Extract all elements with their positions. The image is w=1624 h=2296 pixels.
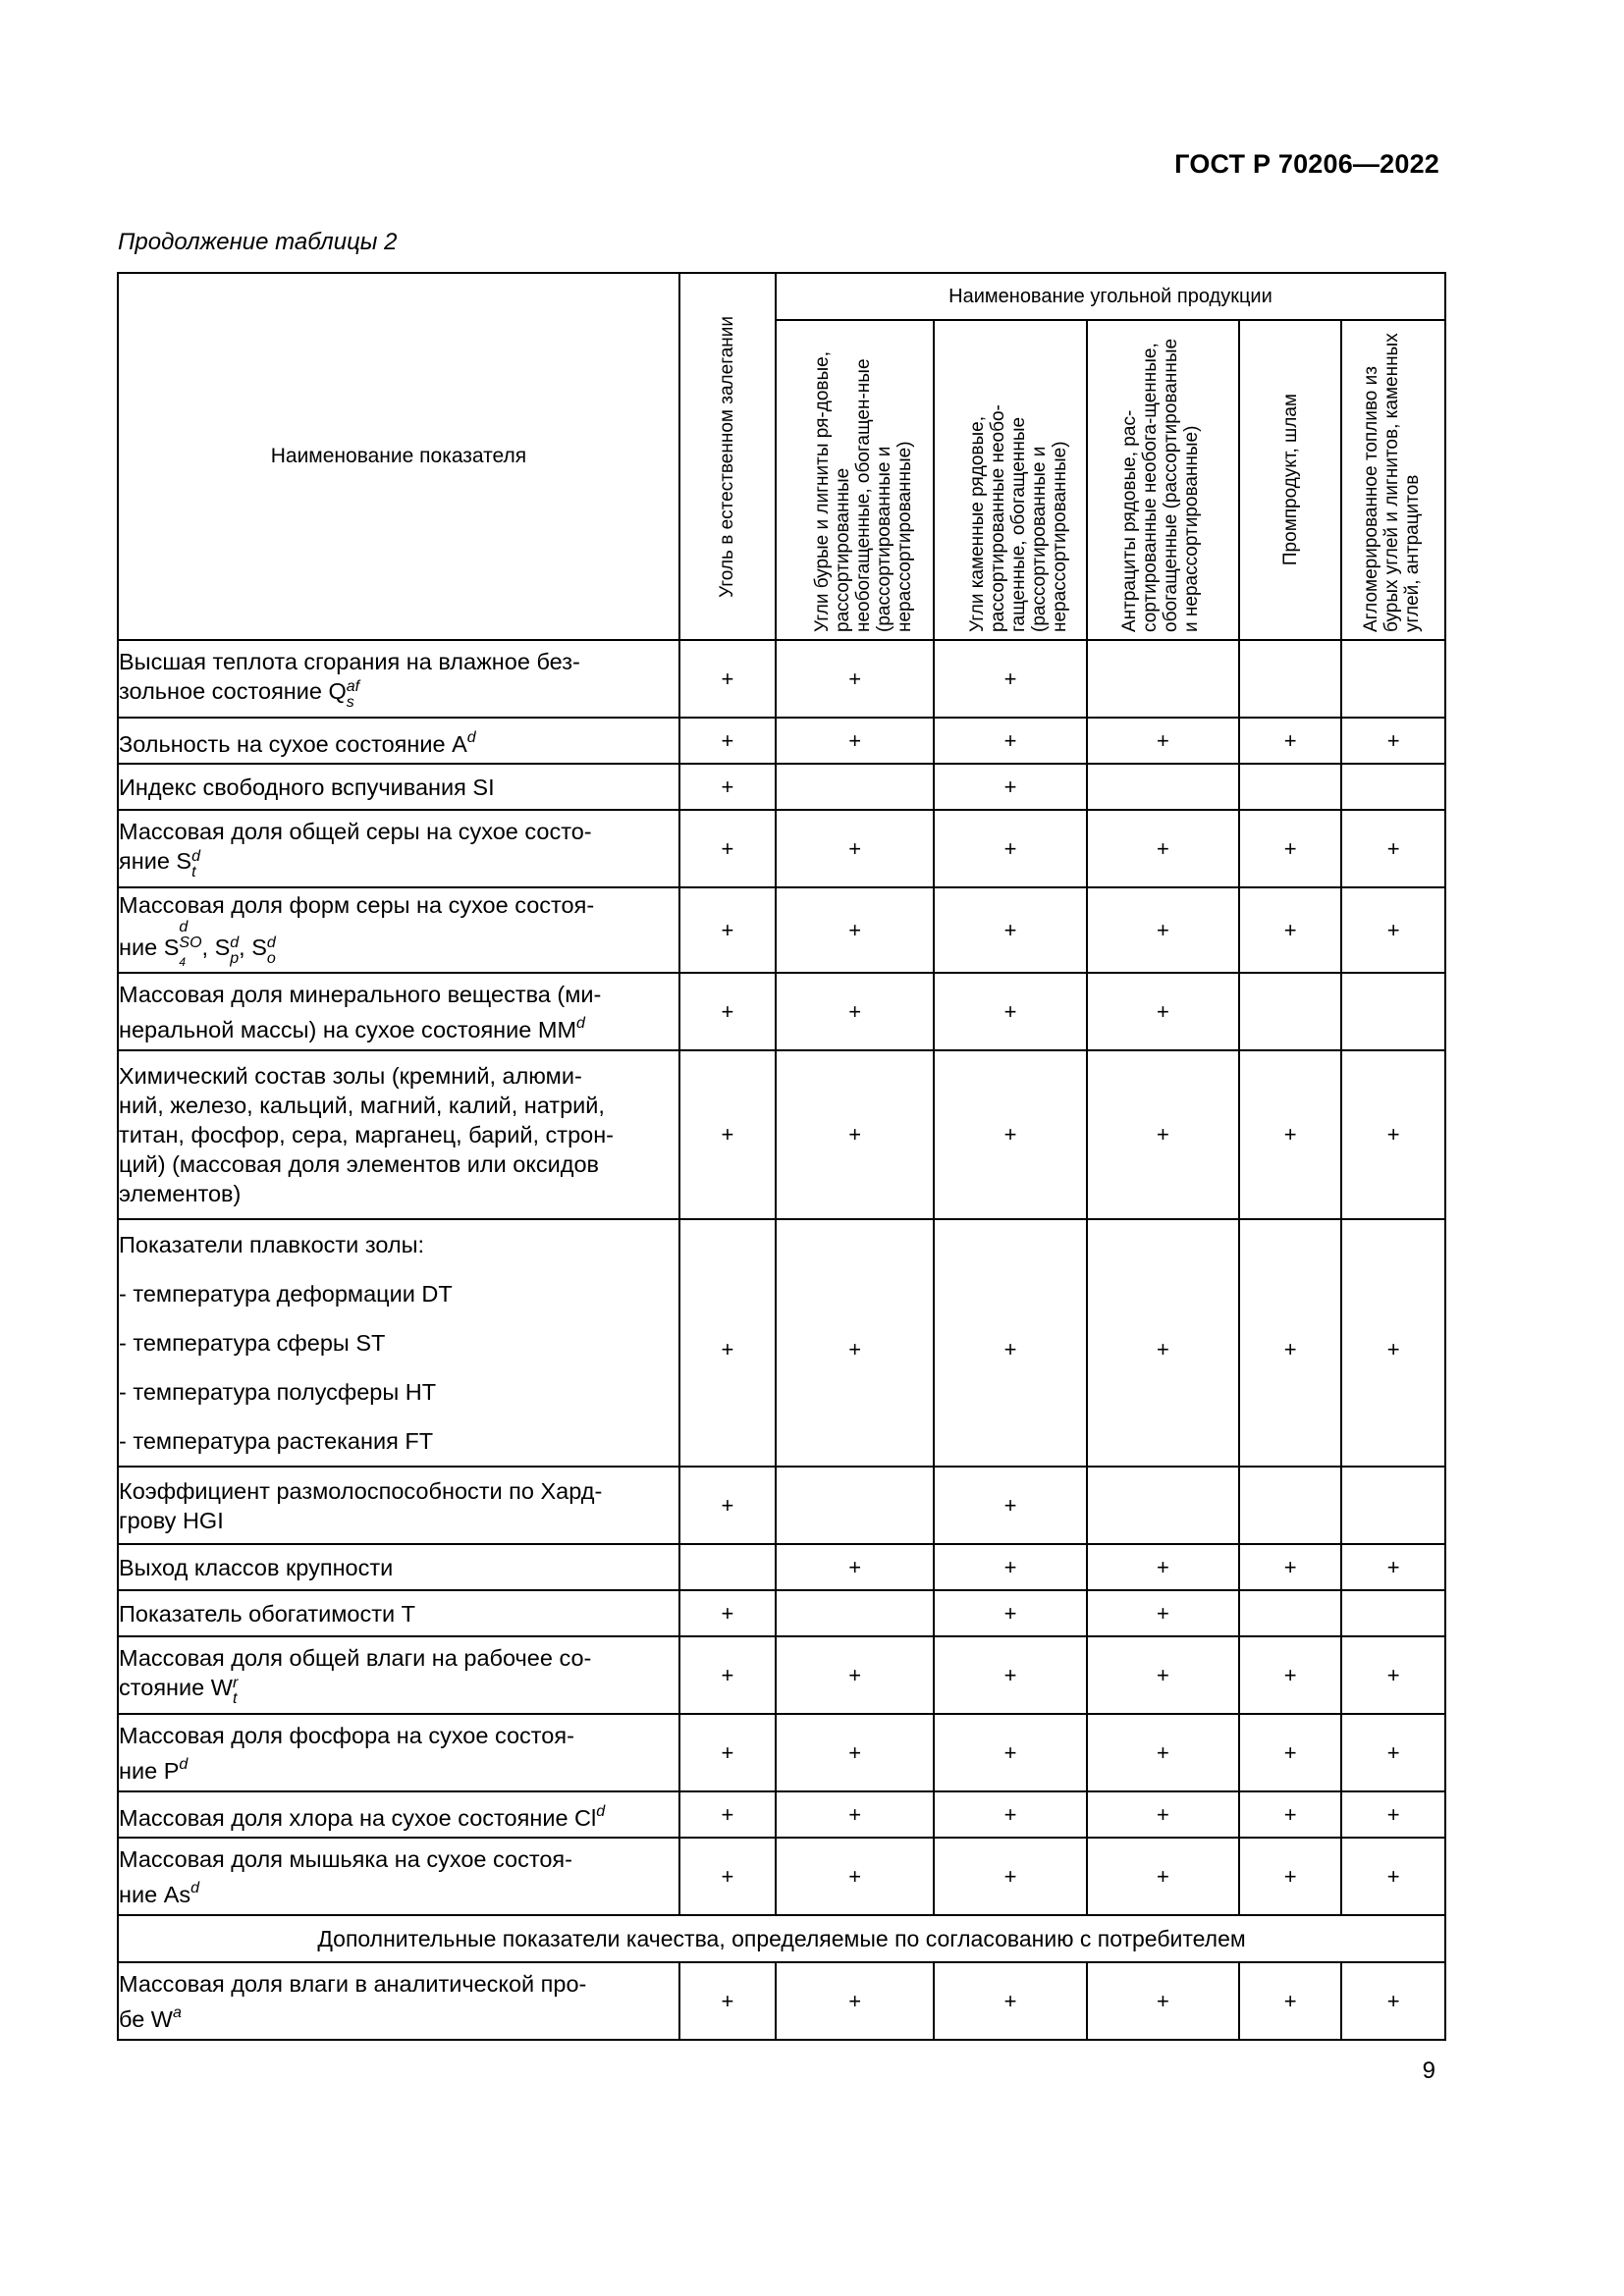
mark-cell: + (1087, 1838, 1239, 1915)
indicator-name-line: элементов) (119, 1181, 242, 1206)
header-hard-coal-text: Угли каменные рядовые, рассортированные необо-гащенные, обогащенные (рассортированные и нерассортированные) (967, 404, 1071, 632)
mark-cell: + (1341, 1050, 1445, 1219)
symbol-sub: p (230, 950, 240, 967)
table-row (118, 810, 1445, 887)
symbol-sup: d (596, 1802, 606, 1820)
symbol-indices (191, 849, 200, 881)
mark-cell: + (1087, 1544, 1239, 1590)
symbol-sup: d (191, 848, 201, 865)
indicator-name: Массовая доля форм серы на сухое состоя- ние S d SO 4 , S d p , S d o (118, 887, 679, 973)
table-row (118, 1219, 1445, 1467)
symbol-indices (267, 935, 276, 967)
mark-cell: + (776, 887, 934, 973)
mark-cell: + (934, 1467, 1086, 1544)
mark-cell (1239, 1467, 1341, 1544)
mark-cell: + (1341, 718, 1445, 764)
mark-cell (1087, 1467, 1239, 1544)
mark-cell: + (679, 810, 776, 887)
mark-cell: + (1239, 1219, 1341, 1467)
symbol-sup: d (230, 934, 240, 951)
table-row (118, 1544, 1445, 1590)
header-middlings (1239, 320, 1341, 640)
indicator-name-line: неральной массы) на сухое состояние MM (119, 1016, 577, 1042)
indicator-name (118, 718, 679, 764)
mark-cell: + (1087, 718, 1239, 764)
header-indicator-name: Наименование показателя (118, 273, 679, 640)
header-anthracite-text: Антрациты рядовые, рас-сортированные необога-щенные, обогащенные (рассортированные и нерассортированные) (1119, 338, 1203, 632)
mark-cell (776, 1467, 934, 1544)
mark-cell: + (776, 1838, 934, 1915)
indicators-table (117, 272, 1446, 2041)
mark-cell: + (1341, 1791, 1445, 1838)
indicator-name-line: Показатели плавкости золы: (119, 1232, 425, 1257)
table-row (118, 1791, 1445, 1838)
mark-cell: + (1239, 1050, 1341, 1219)
mark-cell (1239, 973, 1341, 1050)
indicator-name (118, 640, 679, 718)
mark-cell: + (679, 1050, 776, 1219)
indicator-name-line: ний, железо, кальций, магний, калий, натрий, (119, 1093, 605, 1118)
section-header: Дополнительные показатели качества, определяемые по согласованию с потребителем (118, 1915, 1445, 1962)
mark-cell: + (776, 1544, 934, 1590)
symbol-indices (179, 920, 201, 970)
table-row (118, 1050, 1445, 1219)
mark-cell: + (934, 887, 1086, 973)
table-row (118, 640, 1445, 718)
mark-cell: + (679, 1219, 776, 1467)
mark-cell: + (934, 1962, 1086, 2040)
table-row (118, 1467, 1445, 1544)
mark-cell: + (1087, 1219, 1239, 1467)
mark-cell: + (1087, 1791, 1239, 1838)
indicator-name (118, 1219, 679, 1467)
symbol-sup: af (346, 678, 360, 695)
mark-cell: + (934, 1219, 1086, 1467)
mark-cell: + (1341, 1838, 1445, 1915)
mark-cell: + (1341, 1714, 1445, 1791)
mark-cell: + (679, 1636, 776, 1714)
mark-cell: + (1341, 1962, 1445, 2040)
mark-cell: + (1341, 1544, 1445, 1590)
symbol-sub (179, 935, 201, 970)
mark-cell (1239, 640, 1341, 718)
indicator-name-line: Коэффициент размолоспособности по Хард- (119, 1477, 603, 1504)
table-caption: Продолжение таблицы 2 (118, 229, 398, 255)
symbol-sub-part: SO (179, 934, 202, 951)
mark-cell: + (934, 1791, 1086, 1838)
mark-cell: + (1239, 1962, 1341, 2040)
symbol-sup: d (179, 1755, 189, 1773)
table-row (118, 1636, 1445, 1714)
mark-cell: + (1087, 973, 1239, 1050)
header-product-group: Наименование угольной продукции (776, 273, 1445, 320)
mark-cell: + (679, 1590, 776, 1636)
mark-cell: + (1239, 1714, 1341, 1791)
mark-cell: + (776, 1636, 934, 1714)
indicator-name: Выход классов крупности (118, 1544, 679, 1590)
mark-cell (1087, 764, 1239, 810)
symbol-indices (230, 935, 239, 967)
indicator-name-line: титан, фосфор, сера, марганец, барий, строн- (119, 1122, 615, 1148)
table-head (118, 273, 1445, 640)
indicator-name-line: зольное состояние Q (119, 678, 347, 704)
header-coal-seam (679, 273, 776, 640)
mark-cell: + (934, 1544, 1086, 1590)
table-row (118, 1590, 1445, 1636)
symbol-sup: a (172, 2003, 182, 2021)
mark-cell: + (776, 718, 934, 764)
header-agglomerated-fuel-text: Агломерированное топливо из бурых углей и лигнитов, каменных углей, антрацитов (1361, 333, 1424, 632)
mark-cell: + (1087, 1050, 1239, 1219)
indicator-name-text: Зольность на сухое состояние A (119, 730, 467, 757)
indicator-name-line: яние S (119, 848, 192, 874)
mark-cell: + (1087, 1962, 1239, 2040)
mark-cell: + (776, 1962, 934, 2040)
page-number: 9 (1422, 2057, 1435, 2084)
header-hard-coal (934, 320, 1086, 640)
mark-cell: + (1239, 1544, 1341, 1590)
indicator-name-line: Массовая доля общей серы на сухое состо- (119, 819, 592, 844)
mark-cell: + (679, 1791, 776, 1838)
mark-cell: + (679, 718, 776, 764)
header-brown-coal-text: Угли бурые и лигниты ря-довые, рассортированные необогащенные, обогащен-ные (рассортированные и нерассортированные) (811, 350, 915, 632)
symbol-sup: d (266, 934, 276, 951)
symbol-sub: t (191, 864, 196, 881)
mark-cell: + (776, 810, 934, 887)
table-row (118, 718, 1445, 764)
mark-cell: + (1239, 1636, 1341, 1714)
mark-cell (1239, 1590, 1341, 1636)
mark-cell: + (934, 1838, 1086, 1915)
indicator-name: Индекс свободного вспучивания SI (118, 764, 679, 810)
header-brown-coal (776, 320, 934, 640)
mark-cell: + (1239, 718, 1341, 764)
symbol-indices (233, 1676, 238, 1707)
mark-cell (1341, 764, 1445, 810)
table-row (118, 973, 1445, 1050)
header-middlings-text: Промпродукт, шлам (1279, 394, 1301, 566)
mark-cell (1087, 640, 1239, 718)
mark-cell: + (776, 640, 934, 718)
mark-cell: + (776, 973, 934, 1050)
melt-item: - температура полусферы HT (119, 1379, 437, 1405)
mark-cell: + (934, 810, 1086, 887)
mark-cell: + (934, 1050, 1086, 1219)
mark-cell: + (1087, 887, 1239, 973)
indicator-name-line: Массовая доля минерального вещества (ми- (119, 981, 602, 1007)
indicator-name-line: Химический состав золы (кремний, алюми- (119, 1063, 582, 1089)
mark-cell: + (1239, 887, 1341, 973)
indicator-name-text: Массовая доля хлора на сухое состояние Cl (119, 1804, 597, 1831)
indicator-name-line: Массовая доля мышьяка на сухое состоя- (119, 1845, 572, 1872)
mark-cell: + (934, 1636, 1086, 1714)
mark-cell: + (1087, 810, 1239, 887)
mark-cell (679, 1544, 776, 1590)
mark-cell (1341, 1590, 1445, 1636)
mark-cell: + (934, 640, 1086, 718)
mark-cell: + (776, 1714, 934, 1791)
mark-cell: + (679, 1962, 776, 2040)
header-anthracite (1087, 320, 1239, 640)
mark-cell: + (1239, 810, 1341, 887)
mark-cell: + (1087, 1636, 1239, 1714)
symbol-sub: t (232, 1690, 238, 1707)
indicator-name-line: стояние W (119, 1675, 233, 1700)
indicator-name-line: Массовая доля общей влаги на рабочее со- (119, 1645, 592, 1671)
indicator-name: Показатель обогатимости T (118, 1590, 679, 1636)
table-row (118, 1962, 1445, 2040)
table-row (118, 1838, 1445, 1915)
mark-cell: + (1341, 1636, 1445, 1714)
indicator-name-line: ние As (119, 1881, 191, 1907)
mark-cell: + (934, 718, 1086, 764)
mark-cell: + (679, 764, 776, 810)
indicator-name-line: Массовая доля форм серы на сухое состоя- (119, 892, 595, 918)
table-row (118, 887, 1445, 973)
mark-cell: + (934, 973, 1086, 1050)
indicator-name (118, 1714, 679, 1791)
header-agglomerated-fuel (1341, 320, 1445, 640)
symbol-sub-index: 4 (179, 955, 187, 969)
symbol-sup: d (576, 1014, 585, 1032)
mark-cell: + (679, 973, 776, 1050)
melt-item: - температура сферы ST (119, 1330, 386, 1356)
mark-cell: + (1341, 1219, 1445, 1467)
symbol-sub: s (346, 694, 354, 711)
melt-item: - температура деформации DT (119, 1281, 453, 1307)
mark-cell: + (776, 1050, 934, 1219)
symbol-sup: d (466, 728, 476, 746)
table-body (118, 640, 1445, 2040)
indicator-name-line: Массовая доля влаги в аналитической про- (119, 1970, 587, 1997)
indicator-name (118, 1791, 679, 1838)
mark-cell (776, 1590, 934, 1636)
melt-item: - температура растекания FT (119, 1428, 434, 1454)
symbol-sup: d (179, 919, 189, 935)
mark-cell: + (934, 1714, 1086, 1791)
indicator-name (118, 973, 679, 1050)
indicator-name (118, 1962, 679, 2040)
mark-cell (1239, 764, 1341, 810)
mark-cell: + (934, 764, 1086, 810)
mark-cell: + (679, 1838, 776, 1915)
symbol-sub: o (266, 950, 276, 967)
mark-cell: + (679, 640, 776, 718)
indicator-name-line: ций) (массовая доля элементов или оксидов (119, 1151, 600, 1177)
indicator-name-line: Массовая доля фосфора на сухое состоя- (119, 1722, 574, 1748)
mark-cell: + (776, 1219, 934, 1467)
document-standard-code: ГОСТ Р 70206—2022 (1174, 149, 1439, 179)
mark-cell: + (934, 1590, 1086, 1636)
indicator-name (118, 810, 679, 887)
indicator-name (118, 1838, 679, 1915)
mark-cell (1341, 973, 1445, 1050)
mark-cell (776, 764, 934, 810)
indicator-name (118, 1050, 679, 1219)
mark-cell: + (776, 1791, 934, 1838)
mark-cell: + (679, 1714, 776, 1791)
mark-cell (1341, 640, 1445, 718)
indicator-name (118, 1636, 679, 1714)
mark-cell: + (1341, 887, 1445, 973)
mark-cell: + (679, 1467, 776, 1544)
indicator-name-line: бе W (119, 2005, 173, 2032)
indicator-name-line: грову HGI (119, 1507, 224, 1533)
symbol-sup: d (190, 1879, 200, 1896)
section-row (118, 1915, 1445, 1962)
indicator-name-line: ние P (119, 1757, 180, 1784)
mark-cell: + (1341, 810, 1445, 887)
mark-cell: + (1239, 1791, 1341, 1838)
mark-cell: + (1239, 1838, 1341, 1915)
mark-cell: + (1087, 1590, 1239, 1636)
mark-cell: + (1087, 1714, 1239, 1791)
symbol-indices (347, 679, 359, 711)
mark-cell: + (679, 887, 776, 973)
header-coal-seam-text: Уголь в естественном залегании (717, 315, 738, 598)
table-row (118, 1714, 1445, 1791)
mark-cell (1341, 1467, 1445, 1544)
table-row (118, 764, 1445, 810)
symbol-sup: r (232, 1675, 239, 1691)
indicator-name-line: ние S (119, 934, 180, 960)
indicator-name-line: Высшая теплота сгорания на влажное без- (119, 649, 580, 674)
indicator-name (118, 1467, 679, 1544)
